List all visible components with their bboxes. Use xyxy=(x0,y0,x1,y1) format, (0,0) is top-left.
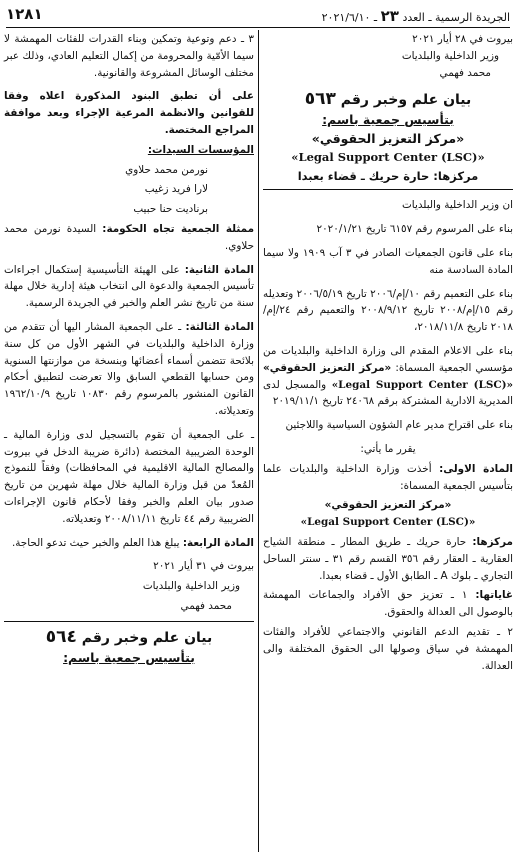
notice-563-title: بيان علم وخبر رقم ٥٦٣ xyxy=(304,89,472,110)
notice-563-subtitle: بتأسيس جمعية باسم: xyxy=(322,112,454,128)
header-divider xyxy=(6,27,510,28)
para-proposal: بناء على اقتراح مدير عام الشؤون السياسية واللاجئين xyxy=(285,419,513,432)
gazette-issue-line xyxy=(322,7,510,25)
article-3-tax: ـ على الجمعية أن تقوم بالتسجيل لدى وزارة المالية ـ الوحدة الضريبية المختصة (دائرة ضريبة الدخل في بيروت والمصالح المالية الاقليمية في المحافظات) وفقاً للنموذج المُعدّ من قبل وزارة المالية خلال مهلة شهرين من تاريخ صدور بيان العلم والخبر وفقا لأحكام قانون الإجراءات الضريبية رقم ٤٤ تاريخ ٢٠٠٨/١١/١١ وتعديلاته. xyxy=(4,428,254,525)
issue-date: ـ ٢٠٢١/٦/١٠ xyxy=(321,11,378,24)
prev-sign-title: وزير الداخلية والبلديات xyxy=(401,49,499,62)
sign-place-date: بيروت في ٣١ أيار ٢٠٢١ xyxy=(153,560,254,573)
notice-564-number: ٥٦٤ xyxy=(45,626,77,647)
article-4-label: المادة الرابعة: xyxy=(182,536,254,549)
notice-563-number: ٥٦٣ xyxy=(304,89,336,110)
founder-2: لارا فريد زغيب xyxy=(144,183,208,196)
left-column xyxy=(4,31,254,667)
article-1: المادة الاولى: أخذت وزارة الداخلية والبلديات علما بتأسيس الجمعية المسماة: xyxy=(263,462,513,492)
prev-sign-place-date: بيروت في ٢٨ أيار ٢٠٢١ xyxy=(412,33,513,45)
sign-title: وزير الداخلية والبلديات xyxy=(142,580,240,593)
notice-564-title: بيان علم وخبر رقم ٥٦٤ xyxy=(45,626,213,647)
para-notification: بناء على الاعلام المقدم الى وزارة الداخلية والبلديات من مؤسسي الجمعية المسماة: «مركز التعزيز الحقوقي» «Legal Support Center (LSC)» والمسجل لدى المديرية الادارية المشتركة برقم ٢٤٠٦٨ تاريخ ٢٠١٩/١١/١ xyxy=(263,344,513,408)
para-minister: ان وزير الداخلية والبلديات xyxy=(402,199,513,212)
condition-text: على أن تطبق البنود المذكورة اعلاه وفقا للقوانين والانظمة المرعية الإجراء وبعد موافقة المراجع المختصة. xyxy=(4,90,254,136)
prev-sign-name: محمد فهمي xyxy=(439,66,491,79)
founder-3: برناديت حنا حبيب xyxy=(133,203,208,216)
article-1-label: المادة الاولى: xyxy=(439,462,513,475)
notice-563-assoc-name-en: «Legal Support Center (LSC)» xyxy=(291,150,485,165)
goals-1: غاياتها: ١ ـ تعزيز حق الأفراد والجماعات المهمشة بالوصول الى العدالة والحقوق. xyxy=(263,589,513,619)
right-column xyxy=(263,31,513,674)
para-law: بناء على قانون الجمعيات الصادر في ٣ آب ١٩٠٩ ولا سيما المادة السادسة منه xyxy=(263,246,513,276)
founders-label: المؤسسات السيدات: xyxy=(147,143,254,156)
founder-1: نورمن محمد حلاوي xyxy=(125,163,208,176)
article-3-label: المادة الثالثة: xyxy=(185,320,254,333)
notice-divider xyxy=(4,621,254,622)
sign-name: محمد فهمي xyxy=(180,599,232,612)
notice-564-subtitle: بتأسيس جمعية باسم: xyxy=(63,649,195,665)
notice-563-hq: مركزها: حارة حريك ـ قضاء بعبدا xyxy=(263,167,513,190)
article-2-label: المادة الثانية: xyxy=(184,263,254,276)
goals-2: ٢ ـ تقديم الدعم القانوني والاجتماعي للأفراد والفئات المهمشة في سياق وصولها الى الحقوق المختلفة والى العدالة. xyxy=(263,625,513,672)
article-1-assoc-name: «مركز التعزيز الحقوقي» xyxy=(324,499,452,512)
page-number: ١٢٨١ xyxy=(6,5,43,23)
article-1-hq: مركزها: حارة حريك ـ طريق المطار ـ منطقة الشياح العقارية ـ العقار رقم ٣٥٦ القسم رقم ٣١ ـ سنتر الساحل التجاري ـ بلوك A ـ الطابق الأول ـ قضاء بعبدا. xyxy=(263,535,513,582)
notice-563-assoc-name: «مركز التعزيز الحقوقي» xyxy=(311,131,465,147)
representative: ممثلة الجمعية تجاه الحكومة: السيدة نورمن محمد حلاوي. xyxy=(4,222,255,252)
para-circulars: بناء على التعميم رقم ١٠/إم/٢٠٠٦ تاريخ ٢٠٠٦/٥/١٩ وتعديله رقم ١٥/إم/٢٠٠٨ تاريخ ٢٠٠٨/٩/١٢ والتعميم رقم ٢٤/إم/٢٠١٨ تاريخ ٢٠١٨/١١/٨، xyxy=(263,287,514,334)
article-1-assoc-name-en: «Legal Support Center (LSC)» xyxy=(300,516,476,529)
gazette-name: الجريدة الرسمية ـ العدد xyxy=(402,11,510,24)
article-3: المادة الثالثة: ـ على الجمعية المشار اليها أن تتقدم من وزارة الداخلية والبلديات في الشهر الأول من كل سنة بلائحة تتضمن أسماء أعضائها وبنسخة من موازنتها السنوية ومن حسابها القطعي السابق والا تعرضت لتطبيق أحكام القانون المنشور بالمرسوم رقم ١٠٨٣٠ تاريخ ١٩٦٢/١٠/٩ وتعديلاته. xyxy=(4,320,254,417)
column-divider xyxy=(258,30,259,852)
issue-number: ٢٣ xyxy=(380,7,399,25)
page-header xyxy=(6,4,510,26)
article-4: المادة الرابعة: يبلغ هذا العلم والخبر حيث تدعو الحاجة. xyxy=(11,536,254,549)
para-decree: بناء على المرسوم رقم ٦١٥٧ تاريخ ٢٠٢٠/١/٢١ xyxy=(316,223,513,236)
goals-3: ٣ ـ دعم وتوعية وتمكين وبناء القدرات للفئات المهمشة لا سيما الأمّية والمحرومة من إكمال التعليم العادي، وذلك عبر مختلف الوسائل المشروعة والقانونية. xyxy=(4,33,254,79)
para-decides: يقرر ما يأتي: xyxy=(360,442,416,455)
article-2: المادة الثانية: على الهيئة التأسيسية إستكمال اجراءات تأسيس الجمعية والدعوة الى انتخاب هيئة إدارية خلال مهلة سنة من تاريخ نشر العلم والخبر في الجريدة الرسمية. xyxy=(4,263,254,310)
goals-label: غاياتها: xyxy=(475,589,513,602)
